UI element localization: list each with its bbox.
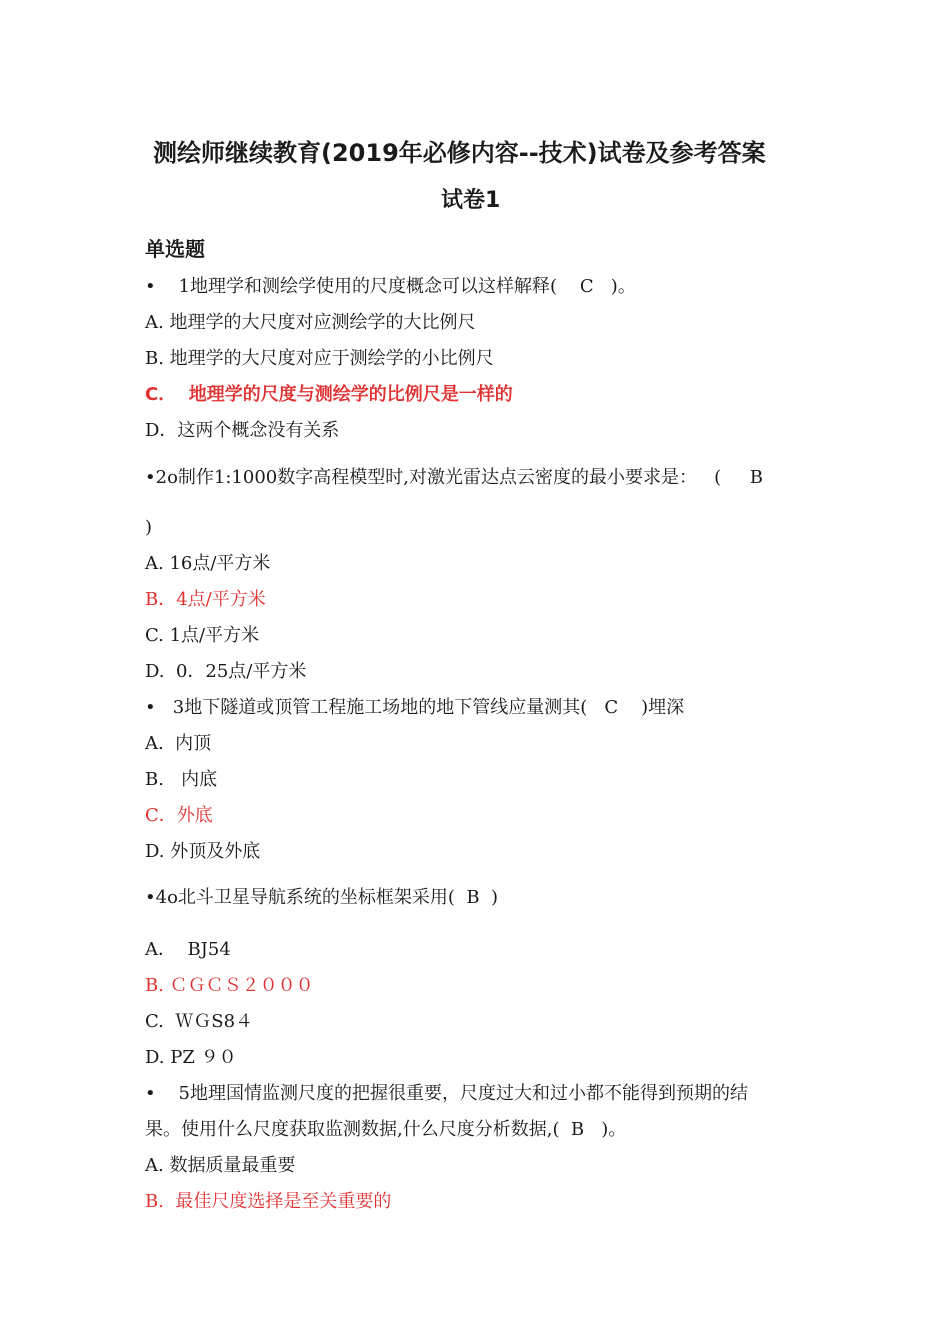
section-heading: 单选题 (145, 237, 205, 261)
paper-subtitle: 试卷1 (441, 188, 501, 213)
question-5-option-b-answer: B. 最佳尺度选择是至关重要的 (145, 1191, 392, 1212)
question-1-option-a: A. 地理学的大尺度对应测绘学的大比例尺 (145, 312, 476, 333)
question-2-stem-end: ) (145, 517, 153, 538)
question-2-option-a: A. 16点/平方米 (145, 553, 271, 574)
question-4-stem: •4ο北斗卫星导航系统的坐标框架采用( B ) (145, 887, 499, 908)
question-3-option-b: B. 内底 (145, 769, 218, 790)
question-4-option-c: C. ＷＧS8４ (145, 1011, 254, 1032)
question-5-stem-line-1: • 5地理国情监测尺度的把握很重要，尺度过大和过小都不能得到预期的结 (145, 1083, 748, 1104)
question-2-option-d: D. 0．25点/平方米 (145, 661, 307, 682)
question-1-option-b: B. 地理学的大尺度对应于测绘学的小比例尺 (145, 348, 494, 369)
question-4-option-b-answer: B. ＣＧＣＳ２０００ (145, 975, 314, 996)
document-title: 测绘师继续教育(2019年必修内容--技术)试卷及参考答案 (153, 139, 766, 167)
question-1-stem: • 1地理学和测绘学使用的尺度概念可以这样解释( C )。 (145, 276, 636, 297)
question-5-stem-line-2: 果。使用什么尺度获取监测数据,什么尺度分析数据,( B )。 (145, 1119, 627, 1140)
question-5-option-a: A. 数据质量最重要 (145, 1155, 296, 1176)
question-3-option-c-answer: C．外底 (145, 805, 213, 826)
question-1-option-c-answer: C． 地理学的尺度与测绘学的比例尺是一样的 (145, 384, 513, 405)
question-4-option-d: D. PZ ９０ (145, 1047, 237, 1068)
question-3-option-d: D. 外顶及外底 (145, 841, 261, 862)
question-1-option-d: D．这两个概念没有关系 (145, 420, 340, 441)
question-2-option-c: C. 1点/平方米 (145, 625, 260, 646)
question-2-option-b-answer: B．4点/平方米 (145, 589, 266, 610)
question-4-option-a: A． BJ54 (145, 939, 231, 960)
question-3-stem: • 3地下隧道或顶管工程施工场地的地下管线应量测其( C )埋深 (145, 697, 685, 718)
question-3-option-a: A. 内顶 (145, 733, 212, 754)
question-2-stem: •2ο制作1:1000数字高程模型时,对激光雷达点云密度的最小要求是： ( B (145, 467, 763, 488)
